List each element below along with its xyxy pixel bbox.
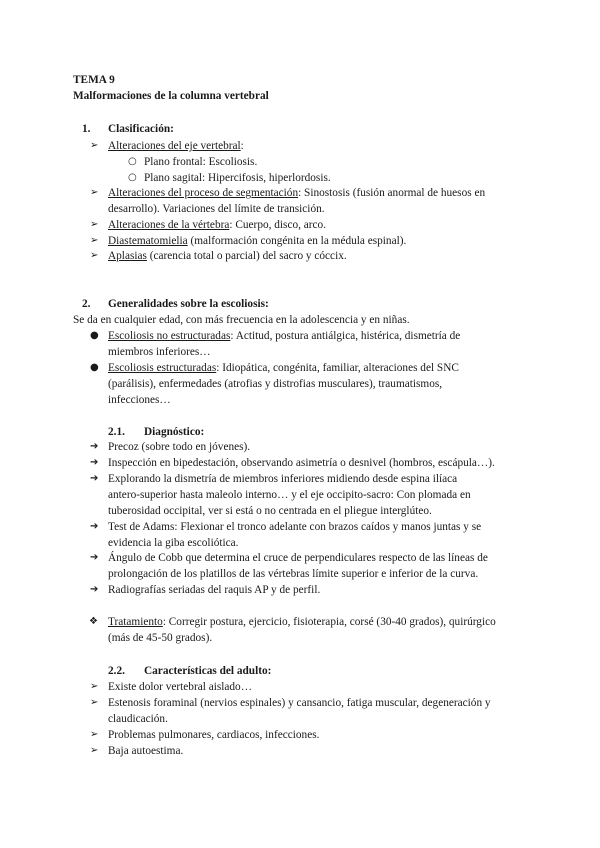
item-text: (malformación congénita en la médula espinal). [187, 235, 407, 247]
subsection-number: 2.2. [108, 665, 125, 677]
page-title: Malformaciones de la columna vertebral [73, 90, 269, 102]
item-text: : Sinostosis (fusión anormal de huesos en [298, 187, 486, 199]
item-continuation: prolongación de los platillos de las vértebras límite superior e inferior de la curva. [108, 568, 479, 580]
term: Alteraciones del eje vertebral [108, 140, 241, 152]
circle-bullet-icon: ○ [128, 172, 137, 183]
list-item [108, 361, 459, 375]
term: Tratamiento [108, 616, 163, 628]
list-item [108, 329, 460, 343]
subsection-heading: Características del adulto: [144, 665, 272, 677]
arrowhead-bullet-icon: ➢ [90, 681, 99, 692]
item-continuation: desarrollo). Variaciones del límite de transición. [108, 203, 325, 215]
term: Aplasias [108, 250, 147, 262]
section1-number: 1. [82, 123, 91, 135]
section2-heading: Generalidades sobre la escoliosis: [108, 298, 269, 310]
dot-bullet-icon: ● [90, 362, 99, 373]
list-item: Existe dolor vertebral aislado… [108, 681, 252, 693]
dot-bullet-icon: ● [90, 330, 99, 341]
list-item: Ángulo de Cobb que determina el cruce de perpendiculares respecto de las líneas de [108, 552, 488, 564]
sub-list-item: Plano sagital: Hipercifosis, hiperlordosis. [144, 172, 331, 184]
item-text: : Idiopática, congénita, familiar, alteraciones del SNC [216, 362, 459, 374]
item-continuation: evidencia la giba escoliótica. [108, 537, 239, 549]
arrowhead-bullet-icon: ➢ [90, 250, 99, 261]
term: Diastematomielia [108, 235, 188, 247]
list-item: Problemas pulmonares, cardiacos, infecciones. [108, 729, 320, 741]
arrow-bullet-icon: ➔ [90, 457, 99, 468]
section1-heading: Clasificación: [108, 123, 174, 135]
arrow-bullet-icon: ➔ [90, 441, 99, 452]
list-item: Inspección en bipedestación, observando asimetría o desnivel (hombros, escápula…). [108, 457, 495, 469]
arrow-bullet-icon: ➔ [90, 552, 99, 563]
arrowhead-bullet-icon: ➢ [90, 187, 99, 198]
arrow-bullet-icon: ➔ [90, 521, 99, 532]
arrowhead-bullet-icon: ➢ [90, 745, 99, 756]
arrow-bullet-icon: ➔ [90, 473, 99, 484]
list-item: Estenosis foraminal (nervios espinales) y cansancio, fatiga muscular, degeneración y [108, 697, 491, 709]
list-item [108, 186, 485, 200]
list-item: Test de Adams: Flexionar el tronco adelante con brazos caídos y manos juntas y se [108, 521, 482, 533]
item-text: : Cuerpo, disco, arco. [229, 219, 327, 231]
arrowhead-bullet-icon: ➢ [90, 219, 99, 230]
arrowhead-bullet-icon: ➢ [90, 729, 99, 740]
arrowhead-bullet-icon: ➢ [90, 697, 99, 708]
section2-number: 2. [82, 298, 91, 310]
diamond-bullet-icon: ❖ [89, 616, 98, 627]
sub-list-item: Plano frontal: Escoliosis. [144, 156, 258, 168]
term: Escoliosis estructuradas [108, 362, 217, 374]
term: Escoliosis no estructuradas [108, 330, 231, 342]
arrow-bullet-icon: ➔ [90, 584, 99, 595]
list-item: Explorando la dismetría de miembros inferiores midiendo desde espina ilíaca [108, 473, 458, 485]
item-text: : Corregir postura, ejercicio, fisioterapia, corsé (30-40 grados), quirúrgico [162, 616, 496, 628]
list-item: Radiografías seriadas del raquis AP y de perfil. [108, 584, 321, 596]
item-text: : [240, 140, 244, 152]
item-continuation: miembros inferiores… [108, 346, 211, 358]
list-item [108, 218, 326, 232]
item-text: : Actitud, postura antiálgica, histérica, dismetría de [230, 330, 461, 342]
arrowhead-bullet-icon: ➢ [90, 235, 99, 246]
treatment-item [108, 615, 496, 629]
arrowhead-bullet-icon: ➢ [90, 140, 99, 151]
item-continuation: tuberosidad occipital, ver si está o no centrada en el pliegue interglúteo. [108, 505, 432, 517]
section2-intro: Se da en cualquier edad, con más frecuencia en la adolescencia y en niñas. [73, 314, 410, 326]
item-continuation: infecciones… [108, 394, 171, 406]
term: Alteraciones de la vértebra [108, 219, 230, 231]
subsection-number: 2.1. [108, 426, 125, 438]
item-continuation: claudicación. [108, 713, 168, 725]
list-item [108, 139, 244, 153]
circle-bullet-icon: ○ [128, 156, 137, 167]
item-continuation: (más de 45-50 grados). [108, 632, 213, 644]
list-item [108, 234, 406, 248]
term: Alteraciones del proceso de segmentación [108, 187, 299, 199]
tema-label: TEMA 9 [73, 74, 115, 86]
list-item [108, 249, 347, 263]
list-item: Precoz (sobre todo en jóvenes). [108, 441, 251, 453]
item-continuation: antero-superior hasta maleolo interno… y el eje occipito-sacro: Con plomada en [108, 489, 471, 501]
subsection-heading: Diagnóstico: [144, 426, 205, 438]
list-item: Baja autoestima. [108, 745, 184, 757]
item-text: (carencia total o parcial) del sacro y cóccix. [146, 250, 347, 262]
item-continuation: (parálisis), enfermedades (atrofias y distrofias musculares), traumatismos, [108, 378, 443, 390]
